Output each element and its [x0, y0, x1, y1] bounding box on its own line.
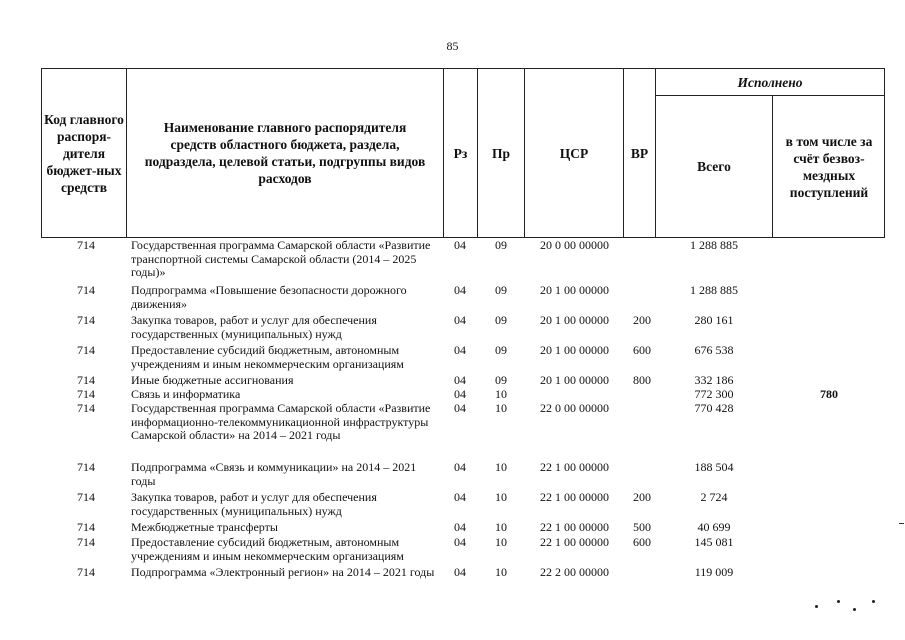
row-name: Предоставление субсидий бюджетным, автономным учреждениям и иным некоммерческим организациям: [131, 535, 404, 563]
row-rz: 04: [454, 401, 466, 415]
row-csr: 20 1 00 00000: [540, 373, 609, 387]
row-code: 714: [77, 373, 95, 387]
row-total: 332 186: [694, 373, 734, 387]
row-rz: 04: [454, 490, 466, 504]
row-csr: 22 1 00 00000: [540, 520, 609, 534]
row-vr: 500: [633, 520, 651, 534]
row-csr: 22 1 00 00000: [540, 535, 609, 549]
row-rz: 04: [454, 460, 466, 474]
row-rz: 04: [454, 373, 466, 387]
row-rz: 04: [454, 283, 466, 297]
row-total: 145 081: [694, 535, 734, 549]
row-csr: 20 0 00 00000: [540, 238, 609, 252]
row-total: 772 300: [694, 387, 734, 401]
row-pr: 09: [495, 313, 507, 327]
row-total: 40 699: [697, 520, 731, 534]
header-pr: Пр: [491, 145, 510, 161]
row-code: 714: [77, 313, 95, 327]
row-name: Государственная программа Самарской области «Развитие информационно-телекоммуникационной инфраструктуры Самарской области» на 2014 – 2021 годы: [131, 401, 431, 442]
row-rz: 04: [454, 238, 466, 252]
row-name: Предоставление субсидий бюджетным, автономным учреждениям и иным некоммерческим организациям: [131, 343, 404, 371]
row-vr: 200: [633, 313, 651, 327]
row-name: Связь и информатика: [131, 387, 241, 401]
row-vr: 600: [633, 535, 651, 549]
row-total: 676 538: [694, 343, 734, 357]
scan-speck: [872, 600, 875, 603]
row-pr: 10: [495, 535, 507, 549]
row-csr: 22 0 00 00000: [540, 401, 609, 415]
row-pr: 09: [495, 283, 507, 297]
row-total: 280 161: [694, 313, 734, 327]
row-pr: 10: [495, 460, 507, 474]
row-name: Закупка товаров, работ и услуг для обеспечения государственных (муниципальных) нужд: [131, 490, 377, 518]
header-vr: ВР: [630, 145, 649, 161]
row-name: Государственная программа Самарской области «Развитие транспортной системы Самарской области (2014 – 2025 годы)»: [131, 238, 431, 279]
row-code: 714: [77, 401, 95, 415]
row-pr: 10: [495, 490, 507, 504]
row-vr: 800: [633, 373, 651, 387]
scan-speck: [815, 605, 818, 608]
row-code: 714: [77, 238, 95, 252]
row-name: Подпрограмма «Повышение безопасности дорожного движения»: [131, 283, 407, 311]
row-pr: 09: [495, 238, 507, 252]
row-code: 714: [77, 343, 95, 357]
row-rz: 04: [454, 343, 466, 357]
header-executed: Исполнено: [737, 74, 803, 90]
row-name: Подпрограмма «Электронный регион» на 2014 – 2021 годы: [131, 565, 435, 579]
row-csr: 22 2 00 00000: [540, 565, 609, 579]
row-vr: 200: [633, 490, 651, 504]
row-rz: 04: [454, 313, 466, 327]
header-free: в том числе за счёт безвоз-мездных поступлений: [785, 133, 873, 200]
row-free: 780: [820, 387, 838, 401]
row-csr: 22 1 00 00000: [540, 460, 609, 474]
row-pr: 10: [495, 401, 507, 415]
row-name: Подпрограмма «Связь и коммуникации» на 2014 – 2021 годы: [131, 460, 417, 488]
row-code: 714: [77, 460, 95, 474]
header-total: Всего: [697, 159, 731, 174]
row-csr: 22 1 00 00000: [540, 490, 609, 504]
row-pr: 10: [495, 387, 507, 401]
header-name: Наименование главного распорядителя средств областного бюджета, раздела, подраздела, целевой статьи, подгруппы видов расходов: [144, 120, 426, 186]
row-csr: 20 1 00 00000: [540, 283, 609, 297]
row-name: Закупка товаров, работ и услуг для обеспечения государственных (муниципальных) нужд: [131, 313, 377, 341]
row-total: 770 428: [694, 401, 734, 415]
scan-speck: [853, 608, 856, 611]
row-pr: 10: [495, 520, 507, 534]
row-code: 714: [77, 535, 95, 549]
row-code: 714: [77, 490, 95, 504]
row-total: 2 724: [700, 490, 728, 504]
row-csr: 20 1 00 00000: [540, 313, 609, 327]
row-total: 1 288 885: [690, 238, 738, 252]
row-total: 188 504: [694, 460, 734, 474]
row-pr: 09: [495, 373, 507, 387]
scan-margin-mark: [899, 523, 904, 524]
row-vr: 600: [633, 343, 651, 357]
row-name: Иные бюджетные ассигнования: [131, 373, 294, 387]
header-code: Код главного распоря-дителя бюджет-ных средств: [44, 111, 124, 195]
row-code: 714: [77, 387, 95, 401]
row-code: 714: [77, 565, 95, 579]
row-total: 1 288 885: [690, 283, 738, 297]
header-rz: Рз: [453, 145, 468, 161]
row-rz: 04: [454, 535, 466, 549]
scan-speck: [837, 600, 840, 603]
row-rz: 04: [454, 387, 466, 401]
page-number: 85: [446, 39, 459, 53]
row-rz: 04: [454, 565, 466, 579]
header-csr: ЦСР: [559, 145, 589, 161]
row-name: Межбюджетные трансферты: [131, 520, 278, 534]
row-code: 714: [77, 520, 95, 534]
row-csr: 20 1 00 00000: [540, 343, 609, 357]
row-pr: 10: [495, 565, 507, 579]
row-total: 119 009: [694, 565, 734, 579]
row-rz: 04: [454, 520, 466, 534]
row-code: 714: [77, 283, 95, 297]
row-pr: 09: [495, 343, 507, 357]
